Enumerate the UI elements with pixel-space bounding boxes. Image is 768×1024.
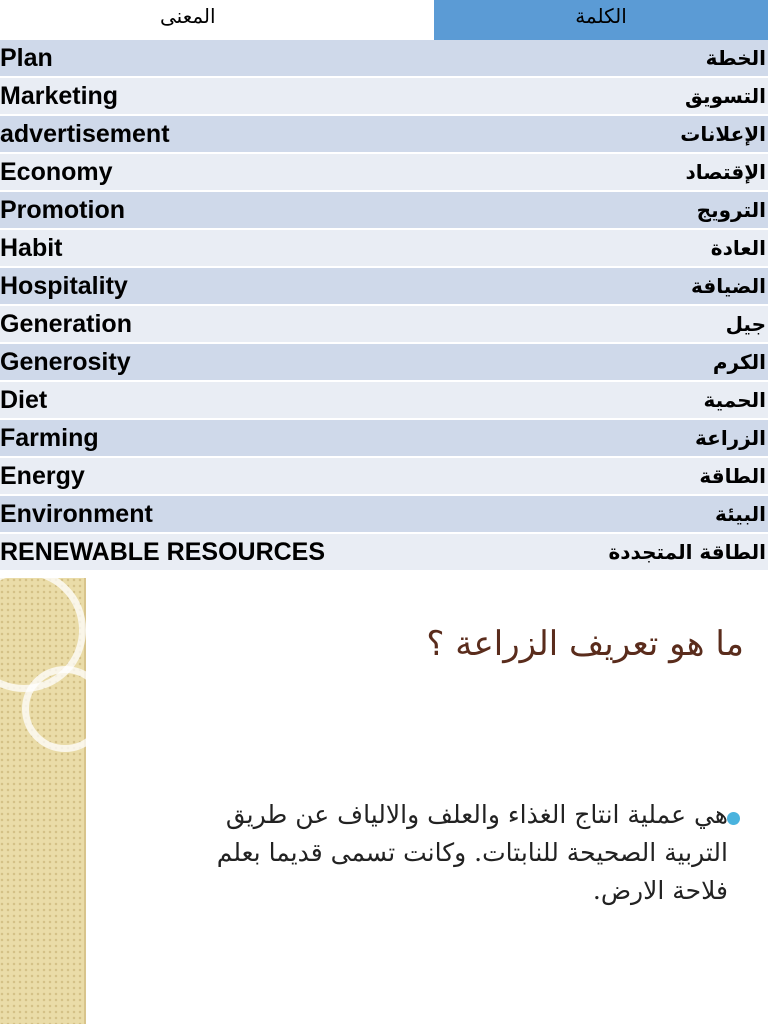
arabic-term: الزراعة [434, 419, 768, 457]
table-header [0, 0, 768, 40]
arabic-term: الترويج [434, 191, 768, 229]
decorative-side-strip [0, 578, 86, 1024]
english-term: Economy [0, 153, 434, 191]
english-term: Promotion [0, 191, 434, 229]
bullet-dot-icon [727, 812, 740, 825]
english-term: Hospitality [0, 267, 434, 305]
decorative-ring-small [22, 666, 108, 752]
table-row [0, 495, 768, 533]
table-row [0, 305, 768, 343]
english-term: Marketing [0, 77, 434, 115]
table-row [0, 419, 768, 457]
english-term: advertisement [0, 115, 434, 153]
english-term: Energy [0, 457, 434, 495]
arabic-term: الطاقة المتجددة [434, 533, 768, 571]
table-row [0, 191, 768, 229]
arabic-term: الحمية [434, 381, 768, 419]
table-row [0, 153, 768, 191]
table-row [0, 381, 768, 419]
english-term: Plan [0, 40, 434, 77]
table-row [0, 457, 768, 495]
arabic-term: التسويق [434, 77, 768, 115]
english-term: Environment [0, 495, 434, 533]
table-row [0, 115, 768, 153]
table-row [0, 533, 768, 571]
arabic-term: الطاقة [434, 457, 768, 495]
slide-title: ما هو تعريف الزراعة ؟ [426, 624, 744, 664]
arabic-term: الخطة [434, 40, 768, 77]
arabic-term: الإعلانات [434, 115, 768, 153]
english-term: RENEWABLE RESOURCES [0, 533, 434, 571]
table-row [0, 40, 768, 77]
arabic-term: الضيافة [434, 267, 768, 305]
bullet-text: هي عملية انتاج الغذاء والعلف والالياف عن طريق التربية الصحيحة للنابتات. وكانت تسمى قديما بعلم فلاحة الارض. [216, 800, 728, 905]
english-term: Diet [0, 381, 434, 419]
table-row [0, 343, 768, 381]
arabic-term: الإقتصاد [434, 153, 768, 191]
table-row [0, 77, 768, 115]
table-row [0, 229, 768, 267]
header-word: الكلمة [434, 0, 768, 40]
arabic-term: الكرم [434, 343, 768, 381]
arabic-term: العادة [434, 229, 768, 267]
header-meaning: المعنى [0, 0, 434, 40]
slide [0, 578, 768, 1024]
english-term: Habit [0, 229, 434, 267]
english-term: Generation [0, 305, 434, 343]
table-row [0, 267, 768, 305]
arabic-term: البيئة [434, 495, 768, 533]
arabic-term: جيل [434, 305, 768, 343]
table-body [0, 40, 768, 571]
english-term: Generosity [0, 343, 434, 381]
english-term: Farming [0, 419, 434, 457]
